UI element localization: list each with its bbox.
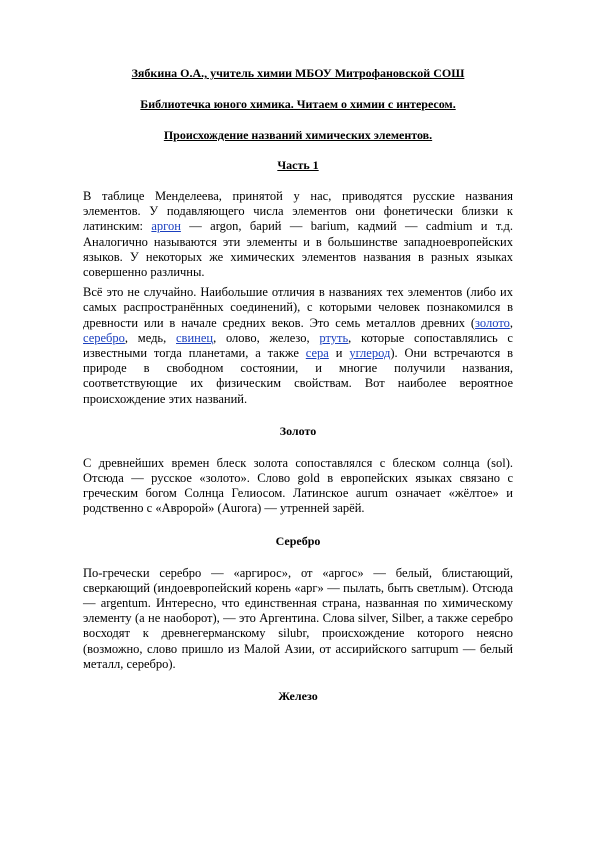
series-title: Библиотечка юного химика. Читаем о химии с интересом. — [140, 97, 456, 111]
part-title: Часть 1 — [277, 158, 319, 172]
section-gold-text: С древнейших времен блеск золота сопоставлялся с блеском солнца (sol). Отсюда — русское «золото». Слово gold в европейских языках связано с греческим богом Солнца Гелиосом. Латинское aurum означает «жёлтое» и родственно с «Авророй» (Aurora) — утренней зарёй. — [83, 455, 513, 516]
section-title-iron: Железо — [278, 689, 318, 704]
intro-p2-sep-2: , медь, — [124, 330, 176, 345]
intro-p2-sep-4: и — [328, 346, 350, 361]
section-title-gold: Золото — [279, 423, 317, 438]
intro-paragraph-1 — [83, 189, 513, 280]
intro-p1-text-b: — argon, барий — barium, кадмий — cadmium и т.д. Аналогично называются эти элементы и в большинстве западноевропейских языков. У некоторых же химических элементов названия в разных языках совершенно различны. — [83, 219, 513, 280]
intro-p2-text-b: , которые сопоставлялись с известными тогда планетами, а также — [83, 330, 513, 361]
link-mercury[interactable]: ртуть — [319, 330, 349, 345]
link-carbon[interactable]: углерод — [349, 346, 391, 361]
intro-p2-sep-3: , олово, железо, — [213, 330, 320, 345]
link-lead[interactable]: свинец — [176, 330, 214, 345]
intro-p2-text-a: Всё это не случайно. Наибольшие отличия в названиях тех элементов (либо их самых распространённых соединений), с которыми человек познакомился в древности или в начале средних веков. Это семь металлов древних ( — [83, 285, 513, 330]
section-title-silver: Серебро — [275, 533, 321, 548]
link-gold[interactable]: золото — [475, 315, 510, 330]
topic-title: Происхождение названий химических элементов. — [163, 128, 433, 142]
section-silver-text: По-гречески серебро — «аргирос», от «аргос» — белый, блистающий, сверкающий (индоевропейский корень «арг» — пылать, быть светлым). Отсюда — argentum. Интересно, что единственная страна, названная по химическому элементу (а не наоборот), — это Аргентина. Слова silver, Silber, а также серебро восходят к древнегерманскому silubr, происхождение которого неясно (возможно, слово пришло из Малой Азии, от ассирийского sarrupum — белый металл, серебро). — [83, 565, 513, 671]
link-silver[interactable]: серебро — [83, 330, 125, 345]
intro-paragraph-2 — [83, 285, 513, 407]
intro-p1-text-a: В таблице Менделеева, принятой у нас, приводятся русские названия элементов. У подавляющего числа элементов они фонетически близки к латинским: — [83, 189, 513, 234]
link-sulfur[interactable]: сера — [305, 346, 329, 361]
link-argon[interactable]: аргон — [151, 219, 181, 234]
author-line: Зябкина О.А., учитель химии МБОУ Митрофановской СОШ — [131, 66, 465, 80]
intro-p2-sep-1: , — [509, 315, 513, 330]
document-content — [83, 66, 513, 704]
intro-p2-text-c: ). Они встречаются в природе в свободном состоянии, и многие получили названия, соответствующие их физическим свойствам. Вот наиболее вероятное происхождение этих названий. — [83, 346, 513, 406]
